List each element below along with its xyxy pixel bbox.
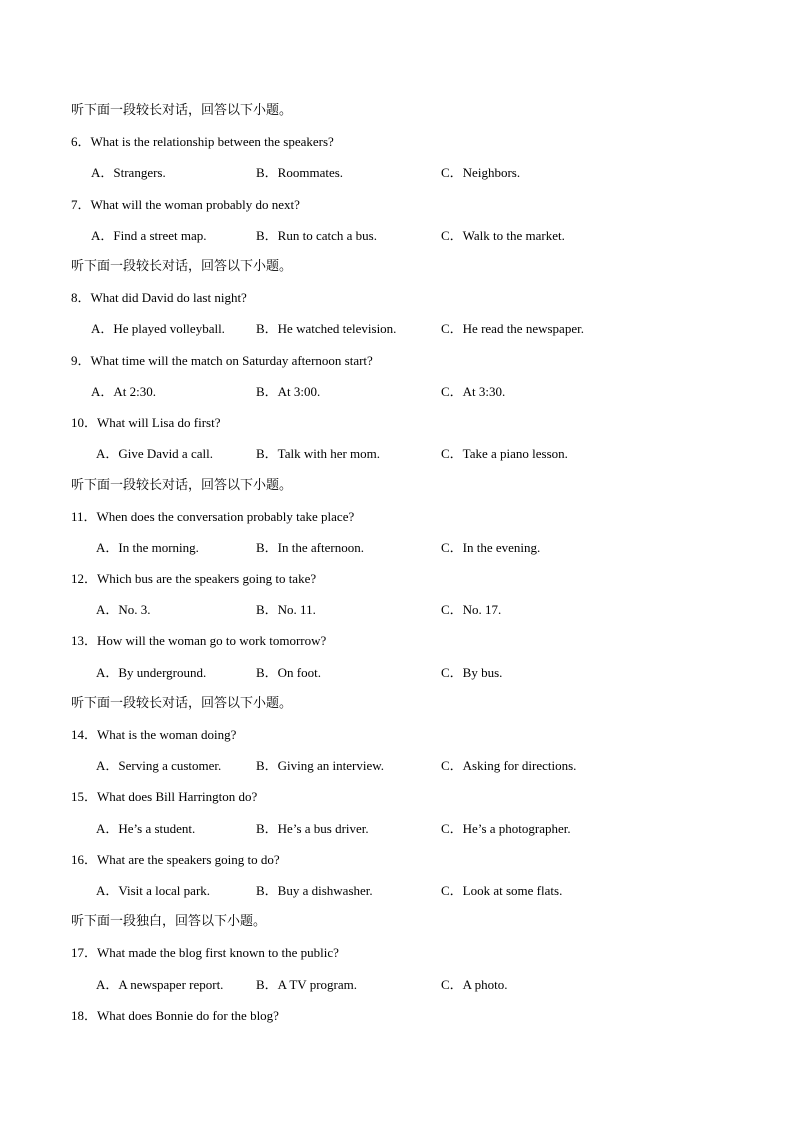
answer-option-a: A．Visit a local park. xyxy=(96,883,211,898)
answer-option-b: B．On foot. xyxy=(256,665,322,680)
answer-option-c: C．No. 17. xyxy=(441,602,502,617)
options-row xyxy=(0,600,794,620)
question-text: 18．What does Bonnie do for the blog? xyxy=(71,1008,279,1023)
answer-option-a: A．No. 3. xyxy=(96,602,151,617)
answer-option-a: A．He’s a student. xyxy=(96,821,196,836)
answer-option-a: A．Strangers. xyxy=(91,165,166,180)
options-row xyxy=(0,975,794,995)
answer-option-a: A．In the morning. xyxy=(96,540,199,555)
section-instruction xyxy=(0,257,794,277)
answer-option-c: C．Neighbors. xyxy=(441,165,521,180)
options-row xyxy=(0,444,794,464)
question-line xyxy=(0,850,794,870)
answer-option-b: B．At 3:00. xyxy=(256,384,321,399)
question-text: 10．What will Lisa do first? xyxy=(71,415,221,430)
question-text: 11．When does the conversation probably take place? xyxy=(71,509,355,524)
options-row xyxy=(0,319,794,339)
question-line xyxy=(0,507,794,527)
question-text: 16．What are the speakers going to do? xyxy=(71,852,280,867)
answer-option-a: A．Serving a customer. xyxy=(96,758,222,773)
answer-option-a: A．He played volleyball. xyxy=(91,321,225,336)
answer-option-b: B．No. 11. xyxy=(256,602,316,617)
answer-option-b: B．He’s a bus driver. xyxy=(256,821,369,836)
answer-option-b: B．Buy a dishwasher. xyxy=(256,883,373,898)
question-text: 13．How will the woman go to work tomorrow? xyxy=(71,633,327,648)
question-text: 15．What does Bill Harrington do? xyxy=(71,789,258,804)
answer-option-c: C．In the evening. xyxy=(441,540,541,555)
question-line xyxy=(0,132,794,152)
answer-option-b: B．A TV program. xyxy=(256,977,357,992)
options-row xyxy=(0,663,794,683)
question-line xyxy=(0,413,794,433)
options-row xyxy=(0,382,794,402)
section-instruction-text: 听下面一段较长对话，回答以下小题。 xyxy=(71,696,293,711)
answer-option-a: A．Find a street map. xyxy=(91,228,207,243)
question-line xyxy=(0,1006,794,1026)
question-text: 6．What is the relationship between the speakers? xyxy=(71,134,334,149)
answer-option-c: C．He read the newspaper. xyxy=(441,321,584,336)
question-line xyxy=(0,569,794,589)
question-text: 14．What is the woman doing? xyxy=(71,727,237,742)
question-line xyxy=(0,195,794,215)
answer-option-b: B．In the afternoon. xyxy=(256,540,364,555)
section-instruction xyxy=(0,912,794,932)
question-line xyxy=(0,631,794,651)
answer-option-b: B．Giving an interview. xyxy=(256,758,385,773)
question-line xyxy=(0,351,794,371)
section-instruction-text: 听下面一段较长对话，回答以下小题。 xyxy=(71,103,293,118)
question-text: 8．What did David do last night? xyxy=(71,290,247,305)
answer-option-c: C．Walk to the market. xyxy=(441,228,565,243)
options-row xyxy=(0,756,794,776)
section-instruction xyxy=(0,694,794,714)
answer-option-a: A．At 2:30. xyxy=(91,384,157,399)
answer-option-c: C．A photo. xyxy=(441,977,508,992)
section-instruction xyxy=(0,101,794,121)
answer-option-c: C．Asking for directions. xyxy=(441,758,577,773)
section-instruction-text: 听下面一段较长对话，回答以下小题。 xyxy=(71,259,293,274)
answer-option-b: B．He watched television. xyxy=(256,321,397,336)
section-instruction-text: 听下面一段较长对话，回答以下小题。 xyxy=(71,478,293,493)
answer-option-c: C．At 3:30. xyxy=(441,384,506,399)
answer-option-c: C．By bus. xyxy=(441,665,503,680)
options-row xyxy=(0,163,794,183)
answer-option-a: A．By underground. xyxy=(96,665,207,680)
question-text: 17．What made the blog first known to the public? xyxy=(71,945,339,960)
question-line xyxy=(0,943,794,963)
question-line xyxy=(0,725,794,745)
answer-option-b: B．Roommates. xyxy=(256,165,344,180)
answer-option-a: A．Give David a call. xyxy=(96,446,213,461)
question-line xyxy=(0,787,794,807)
question-text: 12．Which bus are the speakers going to take? xyxy=(71,571,317,586)
answer-option-b: B．Run to catch a bus. xyxy=(256,228,377,243)
question-text: 7．What will the woman probably do next? xyxy=(71,197,300,212)
answer-option-c: C．Look at some flats. xyxy=(441,883,563,898)
options-row xyxy=(0,538,794,558)
options-row xyxy=(0,226,794,246)
answer-option-c: C．Take a piano lesson. xyxy=(441,446,568,461)
options-row xyxy=(0,881,794,901)
answer-option-c: C．He’s a photographer. xyxy=(441,821,571,836)
answer-option-b: B．Talk with her mom. xyxy=(256,446,381,461)
question-line xyxy=(0,288,794,308)
answer-option-a: A．A newspaper report. xyxy=(96,977,224,992)
section-instruction-text: 听下面一段独白，回答以下小题。 xyxy=(71,914,267,929)
options-row xyxy=(0,819,794,839)
section-instruction xyxy=(0,476,794,496)
question-text: 9．What time will the match on Saturday afternoon start? xyxy=(71,353,373,368)
